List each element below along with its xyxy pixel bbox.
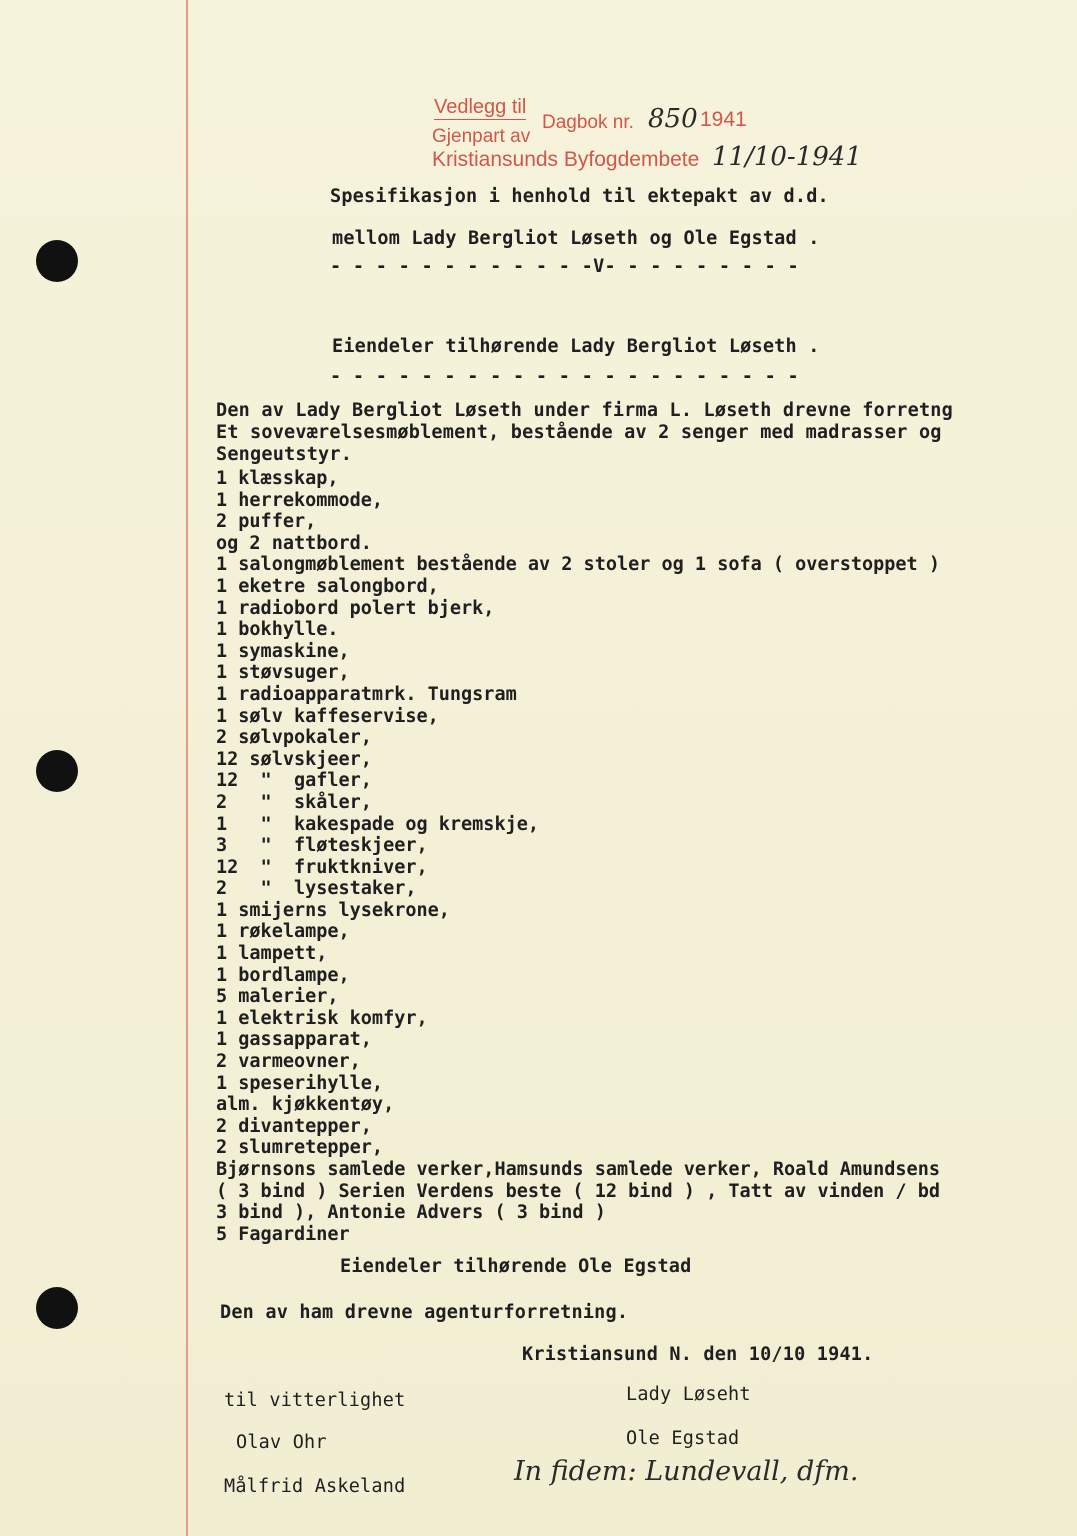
- party2-signature: Ole Egstad: [626, 1428, 740, 1449]
- list-item: 1 radiobord polert bjerk,: [216, 597, 495, 619]
- list-item: 1 radioapparatmrk. Tungsram: [216, 683, 517, 705]
- list-item: 2 " lysestaker,: [216, 878, 417, 900]
- stamp-office-name: Kristiansunds Byfogdembete: [432, 148, 700, 171]
- list-item: ( 3 bind ) Serien Verdens beste ( 12 bind ) , Tatt av vinden / bd: [216, 1180, 940, 1202]
- list-item: 1 røkelampe,: [216, 921, 350, 943]
- intro-line-2: Et soveværelsesmøblement, bestående av 2 senger med madrasser og: [216, 422, 942, 443]
- list-item: 1 bordlampe,: [216, 964, 350, 986]
- party1-signature: Lady Løseht: [626, 1384, 751, 1405]
- section1-heading: Eiendeler tilhørende Lady Bergliot Løseth .: [332, 336, 820, 357]
- list-item: 1 salongmøblement bestående av 2 stoler og 1 sofa ( overstoppet ): [216, 554, 940, 576]
- witness-label: til vitterlighet: [224, 1390, 406, 1411]
- list-item: 1 sølv kaffeservise,: [216, 705, 439, 727]
- list-item: Bjørnsons samlede verker,Hamsunds samlede verker, Roald Amundsens: [216, 1159, 940, 1180]
- list-item: 1 elektrisk komfyr,: [216, 1007, 428, 1029]
- list-item: 2 divantepper,: [216, 1115, 372, 1137]
- list-item: 2 varmeovner,: [216, 1051, 361, 1073]
- stamp-year: 1941: [700, 108, 747, 131]
- stamp-handwritten-date: 11/10-1941: [712, 142, 862, 172]
- intro-line-1: Den av Lady Bergliot Løseth under firma L. Løseth drevne forretng: [216, 400, 953, 421]
- document-title-line1: Spesifikasjon i henhold til ektepakt av d.d.: [330, 186, 829, 207]
- intro-line-3: Sengeutstyr.: [216, 444, 353, 465]
- stamp-gjenpart-av: Gjenpart av: [432, 126, 531, 147]
- list-item: 2 " skåler,: [216, 791, 372, 813]
- list-item: 2 sølvpokaler,: [216, 727, 372, 749]
- list-item: 1 " kakespade og kremskje,: [216, 813, 540, 835]
- list-item: 12 " fruktkniver,: [216, 856, 428, 878]
- place-date: Kristiansund N. den 10/10 1941.: [522, 1344, 874, 1365]
- list-item: 1 lampett,: [216, 943, 328, 965]
- list-item: alm. kjøkkentøy,: [216, 1094, 395, 1116]
- list-item: 1 støvsuger,: [216, 662, 350, 684]
- list-item: 1 klæsskap,: [216, 468, 339, 489]
- list-item: 3 " fløteskjeer,: [216, 835, 428, 857]
- stamp-dagbok-number: 850: [648, 104, 698, 134]
- section2-text: Den av ham drevne agenturforretning.: [220, 1302, 629, 1323]
- list-item: 1 gassapparat,: [216, 1029, 372, 1051]
- stamp-vedlegg-til: Vedlegg til: [434, 96, 527, 118]
- list-item: og 2 nattbord.: [216, 532, 372, 554]
- stamp-dagbok-label: Dagbok nr.: [542, 112, 634, 133]
- list-item: 1 symaskine,: [216, 640, 350, 662]
- item-list: [216, 468, 940, 1245]
- margin-line: [186, 0, 188, 1536]
- list-item: 2 slumretepper,: [216, 1137, 384, 1159]
- list-item: 1 smijerns lysekrone,: [216, 899, 450, 921]
- list-item: 3 bind ), Antonie Advers ( 3 bind ): [216, 1202, 606, 1224]
- punch-hole-bottom: [36, 1287, 78, 1329]
- list-item: 12 " gafler,: [216, 770, 372, 792]
- list-item: 1 eketre salongbord,: [216, 575, 439, 597]
- certification-handwritten: In fidem: Lundevall, dfm.: [514, 1456, 859, 1487]
- document-title-line2: mellom Lady Bergliot Løseth og Ole Egstad .: [332, 228, 820, 249]
- punch-hole-middle: [36, 750, 78, 792]
- list-item: 1 herrekommode,: [216, 489, 384, 511]
- witness1-signature: Olav Ohr: [236, 1432, 327, 1453]
- list-item: 1 bokhylle.: [216, 619, 339, 641]
- list-item: 5 malerier,: [216, 986, 339, 1008]
- list-item: 2 puffer,: [216, 511, 317, 533]
- list-item: 1 speserihylle,: [216, 1072, 384, 1094]
- list-item: 5 Fagardiner: [216, 1223, 350, 1245]
- dashed-rule-1: - - - - - - - - - - - -V- - - - - - - - -: [330, 256, 799, 277]
- punch-hole-top: [36, 240, 78, 282]
- section2-heading: Eiendeler tilhørende Ole Egstad: [340, 1256, 692, 1277]
- witness2-signature: Målfrid Askeland: [224, 1476, 406, 1497]
- list-item: 12 sølvskjeer,: [216, 748, 372, 770]
- dashed-rule-2: - - - - - - - - - - - - - - - - - - - - -: [330, 366, 799, 387]
